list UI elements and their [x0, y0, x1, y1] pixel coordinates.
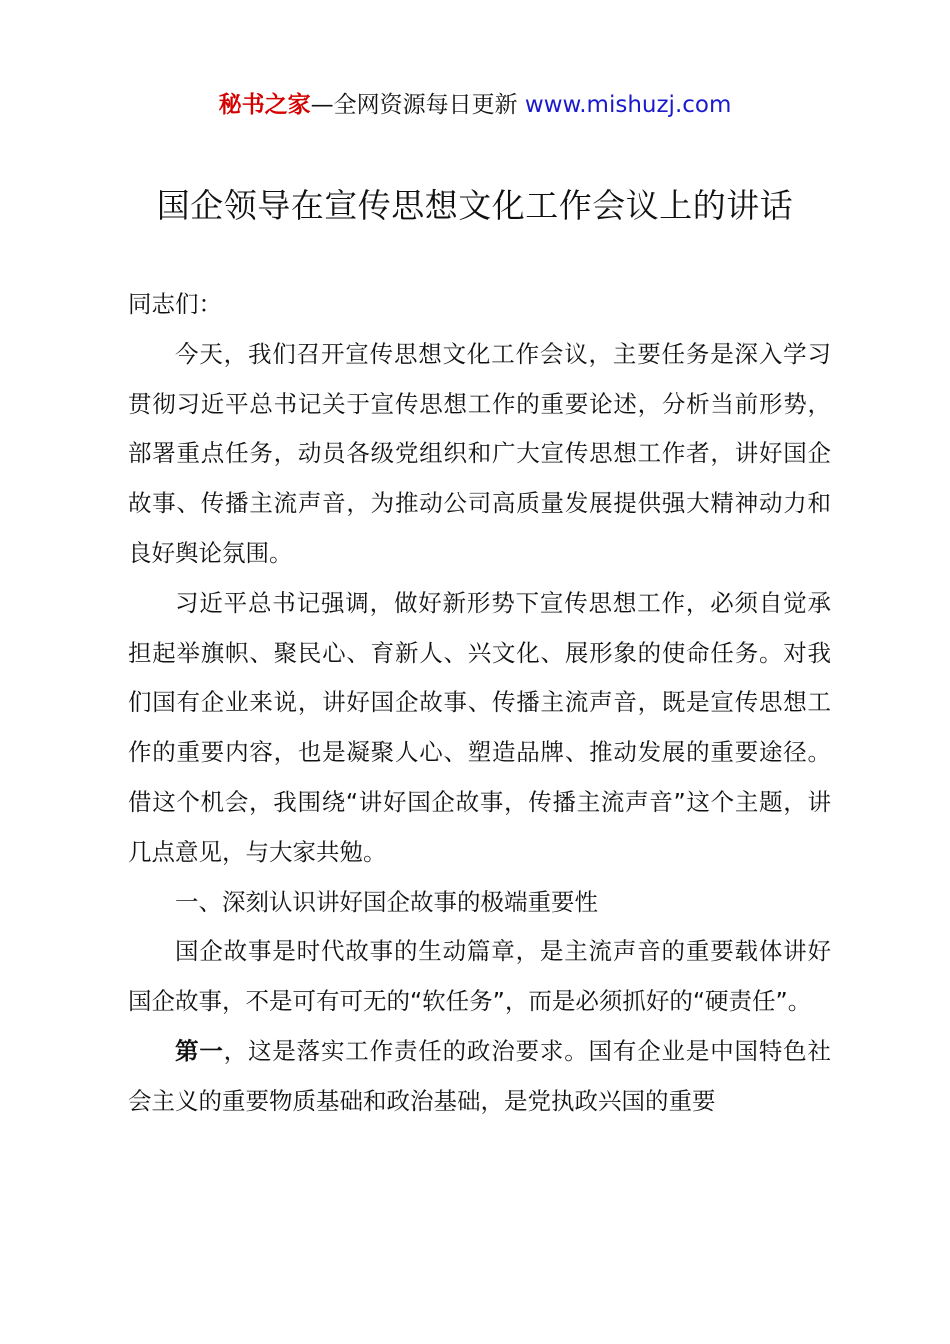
site-header	[0, 88, 950, 122]
header-site-url[interactable]: www.mishuzj.com	[524, 92, 732, 118]
paragraph-theme: 习近平总书记强调，做好新形势下宣传思想工作，必须自觉承担起举旗帜、聚民心、育新人、兴文化、展形象的使命任务。对我们国有企业来说，讲好国企故事、传播主流声音，既是宣传思想工作的重要内容，也是凝聚人心、塑造品牌、推动发展的重要途径。借这个机会，我围绕“讲好国企故事，传播主流声音”这个主题，讲几点意见，与大家共勉。	[128, 588, 831, 866]
point-one-lead: 第一	[175, 1036, 224, 1065]
header-brand: 秘书之家	[218, 92, 311, 118]
header-slogan: —全网资源每日更新	[310, 92, 525, 118]
section-heading-one: 一、深刻认识讲好国企故事的极端重要性	[175, 887, 598, 916]
document-body	[128, 280, 831, 1127]
point-one-text: ，这是落实工作责任的政治要求。国有企业是中国特色社会主义的重要物质基础和政治基础，是党执政兴国的重要	[128, 1036, 832, 1115]
document-title: 国企领导在宣传思想文化工作会议上的讲话	[156, 186, 794, 225]
point-one-paragraph	[128, 1027, 831, 1127]
salutation: 同志们：	[128, 290, 222, 318]
section-one-intro: 国企故事是时代故事的生动篇章，是主流声音的重要载体讲好国企故事，不是可有可无的“软任务”，而是必须抓好的“硬责任”。	[128, 937, 831, 1016]
paragraph-opening: 今天，我们召开宣传思想文化工作会议，主要任务是深入学习贯彻习近平总书记关于宣传思想工作的重要论述，分析当前形势，部署重点任务，动员各级党组织和广大宣传思想工作者，讲好国企故事、传播主流声音，为推动公司高质量发展提供强大精神动力和良好舆论氛围。	[128, 339, 831, 567]
